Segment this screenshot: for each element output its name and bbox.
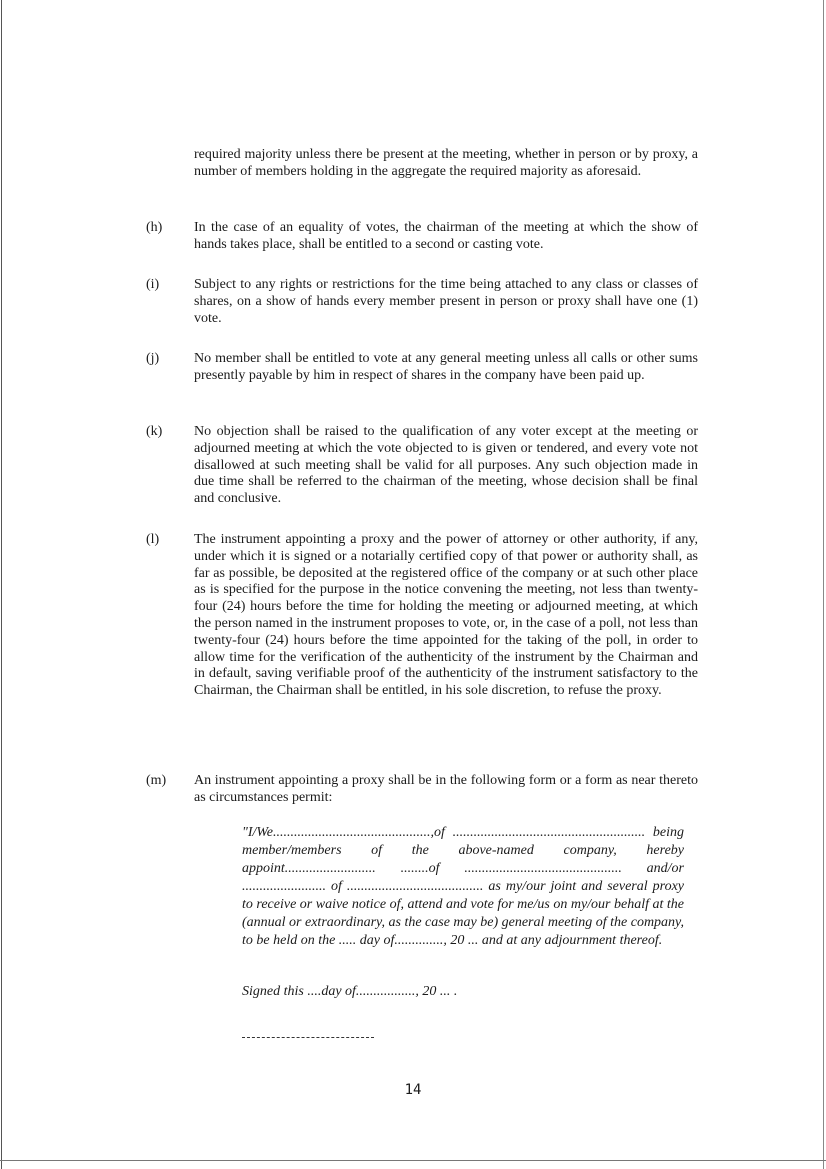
clause-label-h: (h) bbox=[146, 220, 163, 235]
proxy-form-text: "I/We.............................................,of ....................................................... being member/members of the above-named company, hereby appoint.......................... ........of ............................................. and/or ........................ of ....................................... as my/our joint and several proxy to receive or waive notice of, attend and vote for me/us on my/our behalf at the (annual or extraordinary, as the case may be) general meeting of the company, to be held on the ..... day of.............., 20 ... and at any adjournment thereof. bbox=[242, 825, 684, 948]
page-bottom-edge bbox=[0, 1160, 826, 1161]
clause-text-m: An instrument appointing a proxy shall be in the following form or a form as near thereto as circumstances permit: bbox=[194, 773, 698, 805]
proxy-form-signed-line: Signed this ....day of................., 20 ... . bbox=[242, 984, 458, 999]
clause-text-h: In the case of an equality of votes, the chairman of the meeting at which the show of hands takes place, shall be entitled to a second or casting vote. bbox=[194, 220, 698, 252]
clause-text-i: Subject to any rights or restrictions for the time being attached to any class or classes of shares, on a show of hands every member present in person or proxy shall have one (1) vote. bbox=[194, 277, 698, 326]
clause-label-l: (l) bbox=[146, 532, 160, 547]
clause-label-m: (m) bbox=[146, 773, 167, 788]
signature-line bbox=[242, 1037, 374, 1038]
clause-label-i: (i) bbox=[146, 277, 160, 292]
page-right-edge bbox=[823, 0, 824, 1169]
page-number: 14 bbox=[404, 1082, 422, 1098]
page-left-edge bbox=[1, 0, 2, 1169]
clause-text-j: No member shall be entitled to vote at any general meeting unless all calls or other sums presently payable by him in respect of shares in the company have been paid up. bbox=[194, 351, 698, 383]
clause-text-l: The instrument appointing a proxy and the power of attorney or other authority, if any, under which it is signed or a notarially certified copy of that power or authority shall, as far as possible, be deposited at the registered office of the company or at such other place as is specified for the purpose in the notice convening the meeting, not less than twenty-four (24) hours before the time for holding the meeting or adjourned meeting, at which the person named in the instrument proposes to vote, or, in the case of a poll, not less than twenty-four (24) hours before the time appointed for the taking of the poll, in order to allow time for the verification of the authenticity of the instrument by the Chairman and in default, saving verifiable proof of the authenticity of the instrument satisfactory to the Chairman, the Chairman shall be entitled, in his sole discretion, to refuse the proxy. bbox=[194, 532, 698, 699]
clause-label-j: (j) bbox=[146, 351, 160, 366]
clause-label-k: (k) bbox=[146, 424, 163, 439]
continuation-paragraph: required majority unless there be present at the meeting, whether in person or by proxy, a number of members holding in the aggregate the required majority as aforesaid. bbox=[194, 147, 698, 179]
clause-text-k: No objection shall be raised to the qualification of any voter except at the meeting or adjourned meeting at which the vote objected to is given or tendered, and every vote not disallowed at such meeting shall be valid for all purposes. Any such objection made in due time shall be referred to the chairman of the meeting, whose decision shall be final and conclusive. bbox=[194, 424, 698, 507]
